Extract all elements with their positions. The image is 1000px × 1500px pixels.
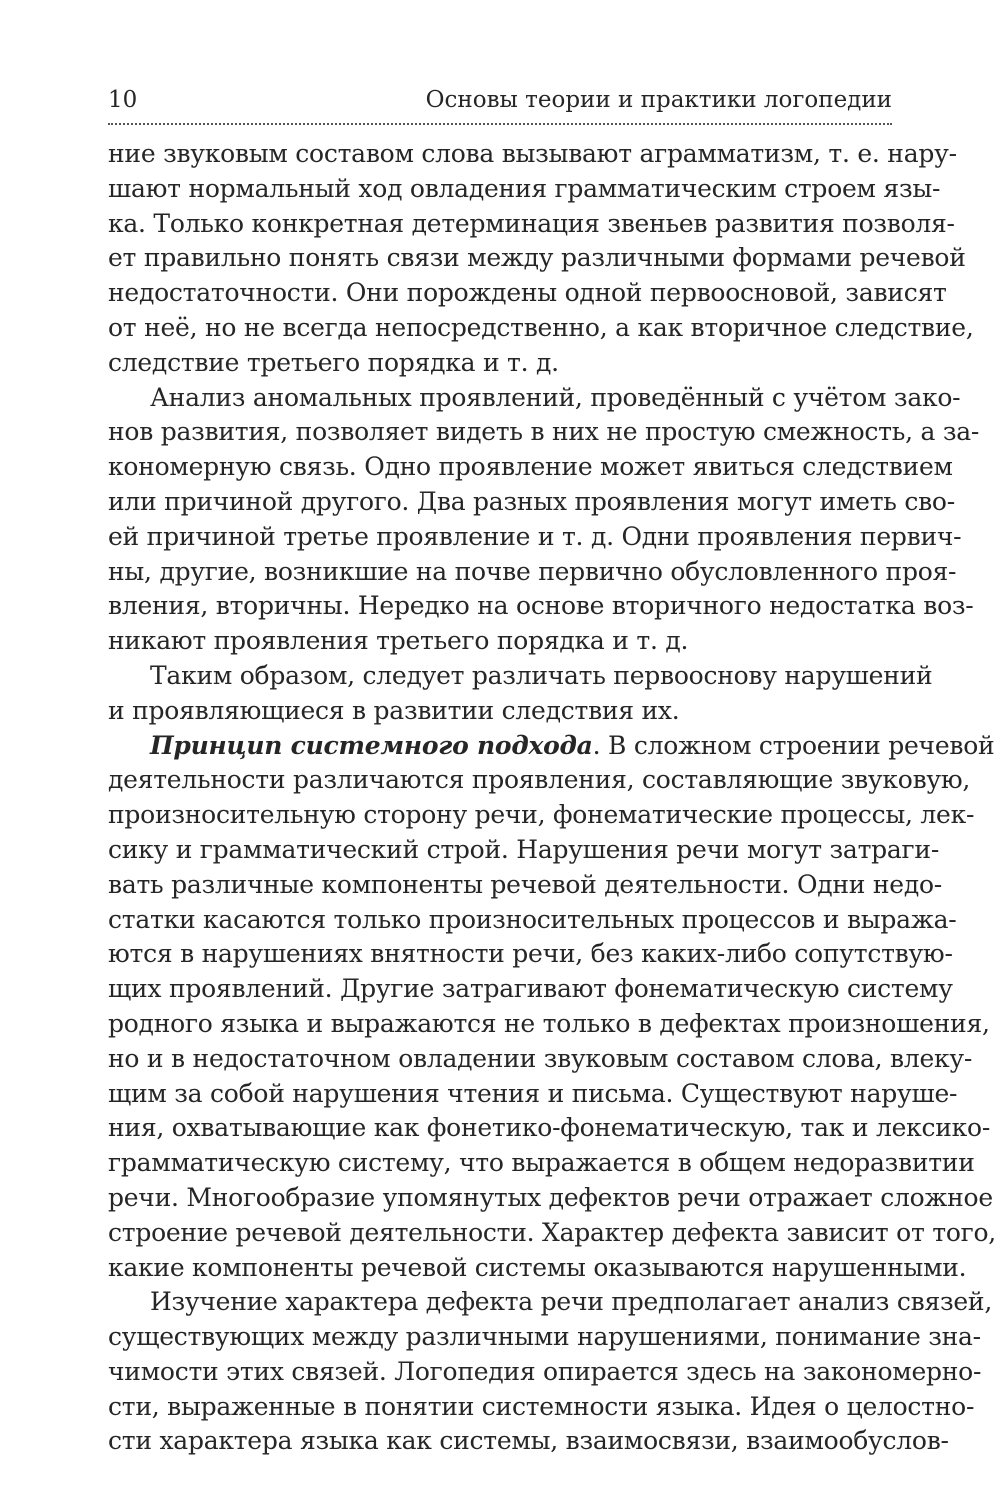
text-line: произносительную сторону речи, фонематические процессы, лек- — [108, 800, 975, 830]
text-line: ние звуковым составом слова вызывают аграмматизм, т. е. нару- — [108, 139, 957, 168]
text-line: родного языка и выражаются не только в дефектах произношения, — [108, 1008, 990, 1038]
running-title: Основы теории и практики логопедии — [425, 87, 892, 113]
text-line: ны, другие, возникшие на почве первично обусловленного проя- — [108, 556, 957, 586]
text-line: или причиной другого. Два разных проявления могут иметь сво- — [108, 486, 955, 516]
text-line: ка. Только конкретная детерминация звеньев развития позволя- — [108, 208, 955, 238]
text-line: но и в недостаточном овладении звуковым составом слова, влеку- — [108, 1043, 973, 1073]
text-line: вления, вторичны. Нередко на основе вторичного недостатка воз- — [108, 591, 974, 621]
text-line: никают проявления третьего порядка и т. д. — [108, 626, 689, 656]
text-line: кономерную связь. Одно проявление может явиться следствием — [108, 452, 953, 482]
text-line: от неё, но не всегда непосредственно, а как вторичное следствие, — [108, 312, 974, 342]
text-line: ния, охватывающие как фонетико-фонематическую, так и лексико- — [108, 1113, 991, 1143]
text-line: сти характера языка как системы, взаимосвязи, взаимообуслов- — [108, 1426, 949, 1456]
paragraph — [108, 729, 996, 1286]
text-line: ются в нарушениях внятности речи, без каких-либо сопутствую- — [108, 939, 953, 969]
running-header — [108, 85, 892, 125]
text-line: какие компоненты речевой системы оказываются нарушенными. — [108, 1252, 967, 1282]
paragraph — [108, 137, 974, 381]
paragraph — [108, 381, 980, 659]
text-line: Таким образом, следует различать первооснову нарушений — [150, 660, 933, 690]
text-line: и проявляющиеся в развитии следствия их. — [108, 695, 680, 725]
text-line: щим за собой нарушения чтения и письма. Существуют наруше- — [108, 1078, 958, 1108]
text-line: шают нормальный ход овладения грамматическим строем язы- — [108, 173, 941, 203]
text-line — [108, 729, 995, 764]
text-line: существующих между различными нарушениями, понимание зна- — [108, 1322, 981, 1352]
text-line: ей причиной третье проявление и т. д. Одни проявления первич- — [108, 521, 962, 551]
text-line: сику и грамматический строй. Нарушения речи могут затраги- — [108, 834, 940, 864]
text-line: Анализ аномальных проявлений, проведённый с учётом зако- — [150, 382, 961, 412]
text-run: . В сложном строении речевой — [592, 730, 995, 760]
text-line: строение речевой деятельности. Характер дефекта зависит от того, — [108, 1217, 996, 1247]
text-line: грамматическую систему, что выражается в общем недоразвитии — [108, 1148, 975, 1178]
text-line: недостаточности. Они порождены одной первоосновой, зависят — [108, 278, 947, 308]
text-line: деятельности различаются проявления, составляющие звуковую, — [108, 765, 971, 795]
text-line: следствие третьего порядка и т. д. — [108, 347, 559, 377]
paragraph — [108, 1285, 993, 1459]
paragraph — [108, 659, 933, 729]
text-line: нов развития, позволяет видеть в них не простую смежность, а за- — [108, 417, 980, 447]
text-line: щих проявлений. Другие затрагивают фонематическую систему — [108, 974, 953, 1004]
text-line: сти, выраженные в понятии системности языка. Идея о целостно- — [108, 1391, 975, 1421]
text-line: статки касаются только произносительных процессов и выража- — [108, 904, 957, 934]
body-text — [108, 137, 996, 1459]
page-number: 10 — [108, 87, 138, 113]
text-line: вать различные компоненты речевой деятельности. Одни недо- — [108, 869, 942, 899]
text-line: чимости этих связей. Логопедия опирается здесь на закономерно- — [108, 1356, 982, 1386]
text-line: Изучение характера дефекта речи предполагает анализ связей, — [150, 1287, 993, 1317]
text-line: речи. Многообразие упомянутых дефектов речи отражает сложное — [108, 1182, 993, 1212]
section-heading: Принцип системного подхода — [150, 730, 593, 760]
text-line: ет правильно понять связи между различными формами речевой — [108, 243, 966, 273]
